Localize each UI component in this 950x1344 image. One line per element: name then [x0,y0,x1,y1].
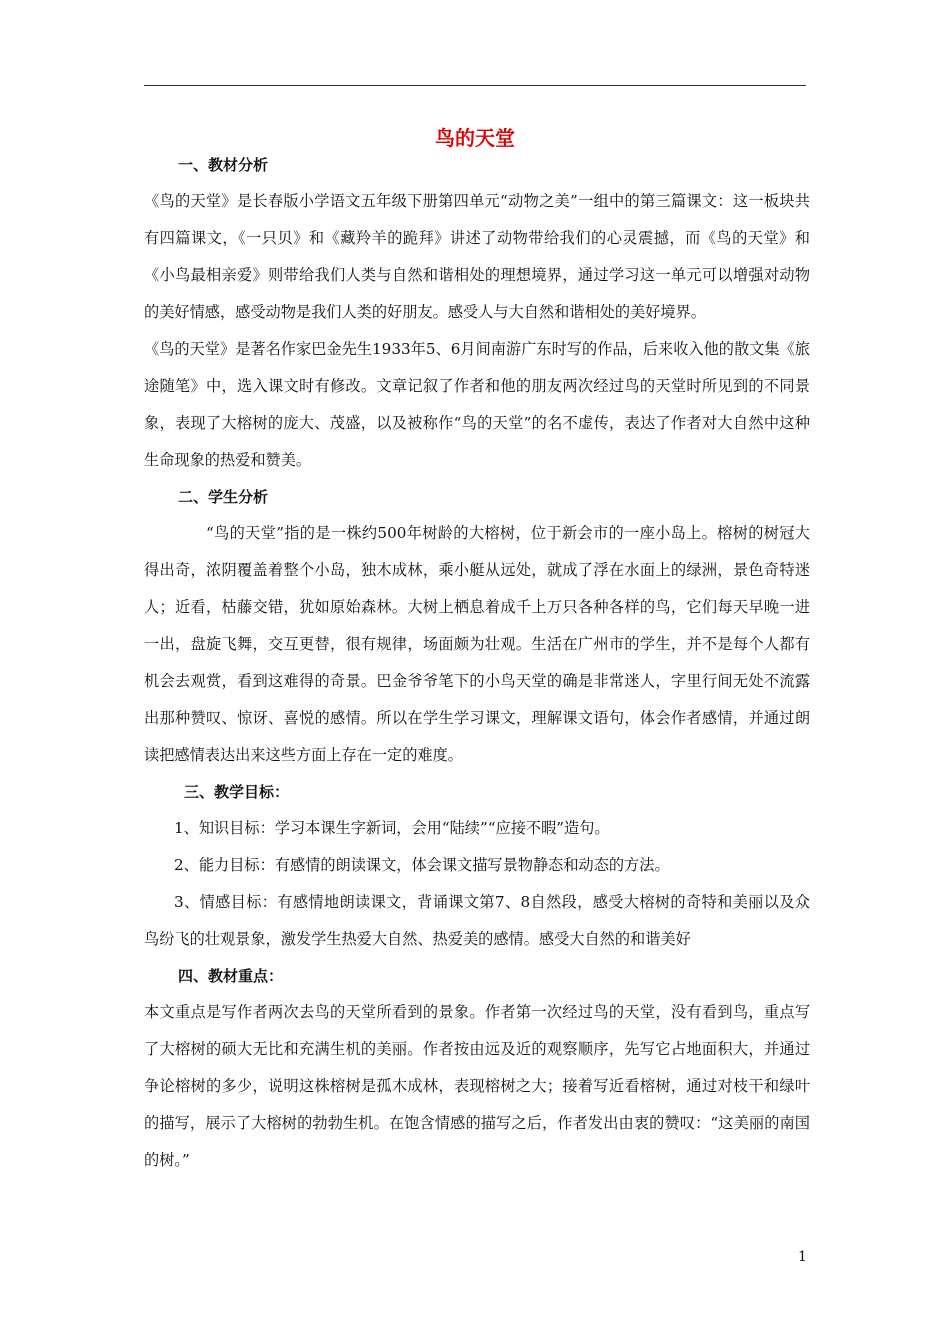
goal-item: 3、情感目标：有感情地朗读课文，背诵课文第7、8自然段，感受大榕树的奇特和美丽以及众鸟纷飞的壮观景象，激发学生热爱大自然、热爱美的感情。感受大自然的和谐美好 [144,893,810,948]
section-heading-textbook-analysis: 一、教材分析 [178,156,269,174]
paragraph: 本文重点是写作者两次去鸟的天堂所看到的景象。作者第一次经过鸟的天堂，没有看到鸟，重点写了大榕树的硕大无比和充满生机的美丽。作者按由远及近的观察顺序，先写它占地面积大，并通过争论榕树的多少，说明这株榕树是孤木成林，表现榕树之大；接着写近看榕树，通过对枝干和绿叶的描写，展示了大榕树的勃勃生机。在饱含情感的描写之后，作者发出由衷的赞叹：“这美丽的南国的树。” [144,1003,810,1169]
header-rule [144,85,806,86]
paragraph: 《鸟的天堂》是长春版小学语文五年级下册第四单元“动物之美”一组中的第三篇课文：这一板块共有四篇课文，《一只贝》和《藏羚羊的跪拜》讲述了动物带给我们的心灵震撼，而《鸟的天堂》和《小鸟最相亲爱》则带给我们人类与自然和谐相处的理想境界，通过学习这一单元可以增强对动物的美好情感，感受动物是我们人类的好朋友。感受人与大自然和谐相处的美好境界。 [144,192,810,321]
goal-item: 1、知识目标：学习本课生字新词，会用“陆续”“应接不暇”造句。 [174,819,610,837]
paragraph: 《鸟的天堂》是著名作家巴金先生1933年5、6月间南游广东时写的作品，后来收入他的散文集《旅途随笔》中，选入课文时有修改。文章记叙了作者和他的朋友两次经过鸟的天堂时所见到的不同景象，表现了大榕树的庞大、茂盛，以及被称作“鸟的天堂”的名不虚传，表达了作者对大自然中这种生命现象的热爱和赞美。 [144,340,810,469]
document-title: 鸟的天堂 [435,126,515,150]
section-heading-student-analysis: 二、学生分析 [178,488,269,506]
goal-item: 2、能力目标：有感情的朗读课文，体会课文描写景物静态和动态的方法。 [174,856,670,874]
document-body [144,147,810,1179]
section-heading-key-points: 四、教材重点： [178,967,284,985]
page-number: 1 [798,1249,807,1265]
paragraph: “鸟的天堂”指的是一株约500年树龄的大榕树，位于新会市的一座小岛上。榕树的树冠大得出奇，浓阴覆盖着整个小岛，独木成林，乘小艇从远处，就成了浮在水面上的绿洲，景色奇特迷人；近看，枯藤交错，犹如原始森林。大树上栖息着成千上万只各种各样的鸟，它们每天早晚一进一出，盘旋飞舞，交互更替，很有规律，场面颇为壮观。生活在广州市的学生，并不是每个人都有机会去观赏，看到这难得的奇景。巴金爷爷笔下的小鸟天堂的确是非常迷人，字里行间无处不流露出那种赞叹、惊讶、喜悦的感情。所以在学生学习课文，理解课文语句，体会作者感情，并通过朗读把感情表达出来这些方面上存在一定的难度。 [144,524,810,764]
section-heading-teaching-goals: 三、教学目标： [184,783,290,801]
